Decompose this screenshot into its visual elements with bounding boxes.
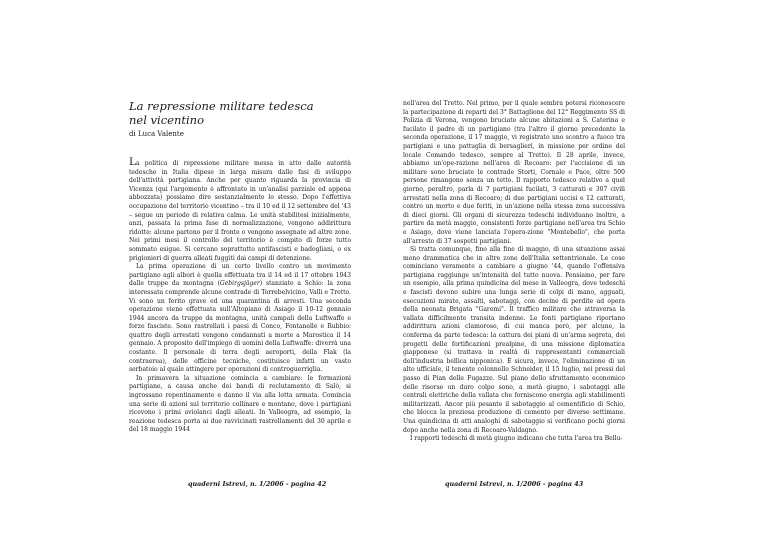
dropcap: L xyxy=(129,156,136,168)
page-footer-left: quaderni Istrevi, n. 1/2006 - pagina 42 xyxy=(188,480,327,488)
title-line-1: La repressione militare tedesca xyxy=(129,99,314,113)
article-author: di Luca Valente xyxy=(129,130,184,138)
paragraph-2-text-a: La prima operazione di un certo livello contro un movimento partigiano agli albori è quella effettuata tra il 14 ed il 17 ottobre 1943 dalle truppe da montagna ( xyxy=(129,263,351,288)
paragraph-1 xyxy=(129,158,351,263)
page-footer-right: quaderni Istrevi, n. 1/2006 - pagina 43 xyxy=(445,480,584,488)
paragraph-1-text: a politica di repressione militare messa in atto dalle autorità tedesche in Italia dipese in larga misura dalle fasi di sviluppo dell'attività partigiana. Anche per quanto riguarda la provincia di Vicenza (qui l'argomento è affrontato in un'analisi parziale ed appena abbozzata) possiamo dire sostanzialmente lo stesso. Dopo l'effettiva occupazione del territorio vicentino – tra il 10 ed il 12 settembre del '43 – segue un periodo di relativa calma. Le unità stabilitesi inizialmente, anzi, passata la prima fase di normalizzazione, vengono addirittura ridotte: alcune partono per il fronte o vengono assegnate ad altre zone. Nei primi mesi il controllo del territorio è compito di forze tutto sommato esigue. Si cercano soprattutto antifascisti e badogliani, o ex prigionieri di guerra alleati fuggiti dai campi di detenzione. xyxy=(129,160,351,262)
right-text-column xyxy=(403,100,625,444)
paragraph-2-text-b: ) stanziate a Schio: la zona interessata comprende alcune contrade di Torrebelvicino, Valli e Tretto. Vi sono un ferito grave ed una quarantina di arresti. Una seconda operazione viene effettuata sull'Altopiano di Asiago il 10-12 gennaio 1944 ancora da truppe da montagna, unità campali della Luftwaffe e forze fasciste. Sono rastrellati i paesi di Conco, Fontanelle e Rubbio: quattro degli arrestati vengono condannati a morte a Marostica il 14 gennaio. A proposito dell'impiego di uomini della Luftwaffe: diverrà una costante. Il personale di terra degli aeroporti, della Flak (la contraerea), delle officine tecniche, costituisce infatti un vasto serbatoio al quale attingere per operazioni di controguerriglia. xyxy=(129,280,351,374)
title-line-2: nel vicentino xyxy=(129,113,205,127)
paragraph-4: nell'area del Tretto. Nel primo, per il quale sembra potersi riconoscere la partecipazione di reparti del 3° Battaglione del 12° Reggimento SS di Polizia di Verona, vengono bruciate alcune abitazioni a S. Caterina e fucilato il padre di un partigiano (tra l'altro il giorno precedente la seconda operazione, il 17 maggio, vi registrato uno scontro a fuoco tra partigiani e una pattuglia di bersaglieri, in missione per ordine del locale Comando tedesco, sempre al Tretto). Il 28 aprile, invece, abbiamo un'ope-razione nell'area di Recoaro: per l'uccisione di un militare sono bruciate le contrade Storti, Cornale e Pace, oltre 500 persone rimangono senza un tetto. Il rapporto tedesco relativo a quel giorno, peraltro, parla di 7 partigiani fucilati, 3 catturati e 307 civili arrestati nella zona di Recoaro; di due partigiani uccisi e 12 catturati, contro un morto e due feriti, in un'azione nella stessa zona successiva di dieci giorni. Gli organi di sicurezza tedeschi individuano inoltre, a partire da metà maggio, consistenti forze partigiane nell'area tra Schio e Asiago, dove viene lanciata l'opera-zione "Montebello", che porta all'arresto di 37 sospetti partigiani. xyxy=(403,100,625,245)
article-title xyxy=(129,99,359,127)
paragraph-5: Si tratta comunque, fino alla fine di maggio, di una situazione assai meno drammatica che in altre zone dell'Italia settentrionale. Le cose cominciano veramente a cambiare a giugno '44, quando l'offensiva partigiana raggiunge un'intensità del tutto nuova. Pensiamo, per fare un esempio, alla prima quindicina del mese in Valleogra, dove tedeschi e fascisti devono subire una lunga serie di colpi di mano, agguati, esecuzioni mirate, assalti, sabotaggi, con decine di perdite ad opera della neonata Brigata "Garemi". Il traffico militare che attraversa la vallata difficilmente transita indenne. Le fonti partigiane riportano addirittura azioni clamorose, di cui manca però, per alcune, la conferma da parte tedesca: la cattura dei piani di un'arma segreta, dei progetti delle fortificazioni prealpine, di una missione diplomatica giapponese (si trattava in realtà di rappresentanti commerciali dell'industria bellica nipponica). È sicura, invece, l'eliminazione di un alto ufficiale, il tenente colonnello Schneider, il 15 luglio, nei pressi del passo di Pian delle Fugazze. Sul piano dello sfruttamento economico delle risorse un duro colpo sono, a metà giugno, i sabotaggi alle centrali elettriche della vallata che forniscono energia agli stabilimenti militarizzati. Ancor più pesante il sabotaggio al cementificio di Schio, che blocca la preziosa produzione di cemento per diverse settimane. Una quindicina di atti analoghi di sabotaggio si verificano pochi giorni dopo anche nella zona di Recoaro-Valdagno. xyxy=(403,246,625,434)
paragraph-3: In primavera la situazione comincia a cambiare: le formazioni partigiane, a causa anche dei bandi di reclutamento di Salò, si ingrossano repentinamente e danno il via alla lotta armata. Comincia una serie di azioni sul territorio collinare e montano, dove i partigiani ricevono i primi aviolanci dagli alleati. In Valleogra, ad esempio, la reazione tedesca porta ai due ravvicinati rastrellamenti del 30 aprile e del 18 maggio 1944 xyxy=(129,374,351,434)
paragraph-2 xyxy=(129,263,351,375)
right-page xyxy=(384,0,768,543)
left-text-column xyxy=(129,158,351,435)
paragraph-2-emphasis: Gebirgsjäger xyxy=(219,280,260,288)
paragraph-6: I rapporti tedeschi di metà giugno indicano che tutta l'area tra Bellu- xyxy=(410,435,623,443)
